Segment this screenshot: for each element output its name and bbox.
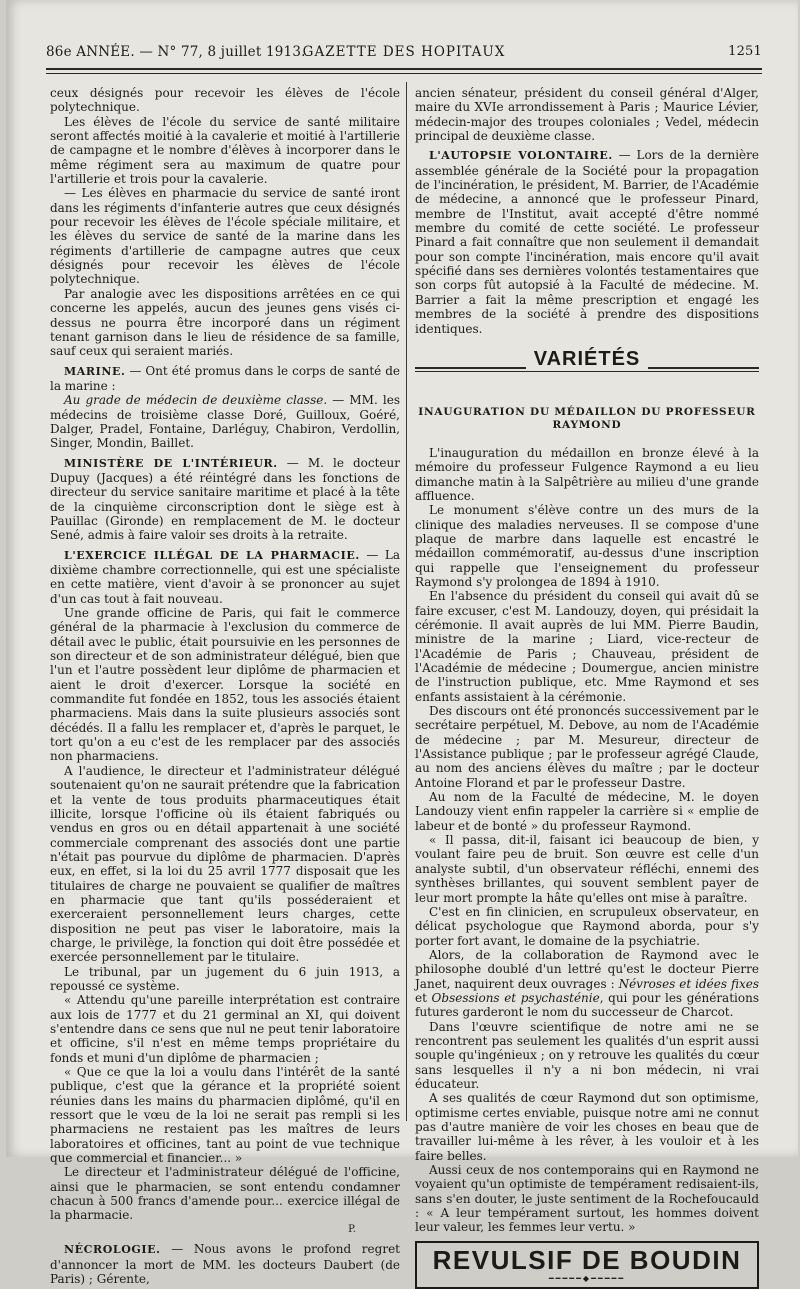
paragraph: « Il passa, dit-il, faisant ici beaucoup de bien, y voulant faire peu de bruit. Son œuvre est celle d'un analyste subtil, d'un observateur réfléchi, ennemi des synthèses brillantes, qui souvent semblent payer de leur mort prompte la hâte qu'elles ont mise à paraître. <box>415 833 759 905</box>
issue-line: 86e ANNÉE. — N° 77, 8 juillet 1913. <box>46 44 306 60</box>
page-header <box>46 44 762 64</box>
interieur-notice: MINISTÈRE DE L'INTÉRIEUR. — M. le docteur Dupuy (Jacques) a été réintégré dans les fonctions de directeur du service sanitaire maritime et placé à la tête de la cinquième circonscription dont le siège est à Pauillac (Gironde) en remplacement de M. le docteur Sené, admis à faire valoir ses droits à la retraite. <box>50 455 400 543</box>
paragraph: Des discours ont été prononcés successivement par le secrétaire perpétuel, M. Debove, au nom de l'Académie de médecine ; par M. Mesureur, directeur de l'Assistance publique ; par le professeur agrégé Claude, au nom des anciens élèves du maître ; par le docteur Antoine Florand et par le professeur Dastre. <box>415 704 759 790</box>
header-rule-thin <box>46 73 762 74</box>
book-title: Obsessions et psychasténie <box>431 990 600 1005</box>
right-column <box>415 86 759 1289</box>
book-title: Névroses et idées fixes <box>618 976 759 991</box>
paragraph: A ses qualités de cœur Raymond dut son optimisme, optimisme certes enviable, puisque notre ami ne connut pas d'autre manière de voir les choses en beau que de travailler lui-même à les rêver, à les vouloir et à les faire belles. <box>415 1091 759 1163</box>
journal-title: GAZETTE DES HOPITAUX <box>302 44 506 60</box>
section-title: VARIÉTÉS <box>526 348 649 370</box>
article-title: INAUGURATION DU MÉDAILLON DU PROFESSEUR RAYMOND <box>418 405 756 431</box>
section-banner <box>415 347 759 386</box>
paragraph: C'est en fin clinicien, en scrupuleux observateur, en délicat psychologue que Raymond aborda, pour s'y porter fort avant, le domaine de la psychiatrie. <box>415 904 759 948</box>
section-heading: MARINE. <box>64 364 126 378</box>
paragraph: L'inauguration du médaillon en bronze élevé à la mémoire du professeur Fulgence Raymond a eu lieu dimanche matin à la Salpêtrière au milieu d'une grande affluence. <box>415 445 759 503</box>
marine-promotions: Au grade de médecin de deuxième classe. — MM. les médecins de troisième classe Doré, Guilloux, Goéré, Dalger, Pradel, Fontaine, Darléguy, Chabiron, Verdollin, Singer, Mondin, Baillet. <box>50 393 400 451</box>
paragraph: « Que ce que la loi a voulu dans l'intérêt de la santé publique, c'est que la gérance et la propriété soient réunies dans les mains du pharmacien diplômé, qu'il en ressort que le vœu de la loi ne serait pas rempli si les pharmaciens ne restaient pas les maîtres de leurs laboratoires et officines, tant au point de vue technique que commercial et financier... » <box>50 1065 400 1166</box>
paragraph: ancien sénateur, président du conseil général d'Alger, maire du XVIe arrondissement à Paris ; Maurice Lévier, médecin-major des troupes coloniales ; Vedel, médecin principal de deuxième classe. <box>415 86 759 144</box>
section-heading: NÉCROLOGIE. <box>64 1243 161 1257</box>
marine-notice: MARINE. — Ont été promus dans le corps de santé de la marine : <box>50 363 400 393</box>
paragraph: Au nom de la Faculté de médecine, M. le doyen Landouzy vient enfin rappeler la carrière si « emplie de labeur et de bonté » du professeur Raymond. <box>415 790 759 833</box>
paragraph: Par analogie avec les dispositions arrêtées en ce qui concerne les appelés, aucun des jeunes gens visés ci-dessus ne pourra être incorporé dans un régiment tenant garnison dans le lieu de résidence de sa famille, sauf ceux qui seraient mariés. <box>50 286 400 359</box>
ornament-icon: ━━━━━◆━━━━━ <box>548 1273 626 1283</box>
paragraph: Dans l'œuvre scientifique de notre ami ne se rencontrent pas seulement les qualités d'un esprit aussi souple qu'ingénieux ; on y retrouve les qualités du cœur sans lesquelles il n'y a ni bon médecin, ni vrai éducateur. <box>415 1019 759 1091</box>
paragraph: ceux désignés pour recevoir les élèves de l'école polytechnique. <box>50 86 400 115</box>
paragraph: Une grande officine de Paris, qui fait le commerce général de la pharmacie à l'exclusion du commerce de détail avec le public, était poursuivie en les personnes de son directeur et de son administrateur délégué, bien que l'un et l'autre possèdent leur diplôme de pharmacien et aient le droit d'exercer. Lorsque la société en commandite fut fondée en 1852, tous les associés étaient pharmaciens. Mais dans la suite plusieurs associés sont décédés. Il a fallu les remplacer et, d'après le parquet, le tort qu'on a eu c'est de les remplacer par des associés non pharmaciens. <box>50 606 400 764</box>
paragraph: — Les élèves en pharmacie du service de santé iront dans les régiments d'infanterie autres que ceux désignés pour recevoir les élèves de l'école spéciale militaire, et les élèves du service de santé de la marine dans les régiments d'artillerie de campagne autres que ceux désignés pour recevoir les élèves de l'école polytechnique. <box>50 186 400 287</box>
paragraph: Les élèves de l'école du service de santé militaire seront affectés moitié à la cavalerie et moitié à l'artillerie de campagne et le nombre d'élèves à incorporer dans le même régiment sera au maximum de quatre pour l'artillerie et trois pour la cavalerie. <box>50 114 400 187</box>
column-separator <box>406 82 407 1121</box>
section-heading: L'EXERCICE ILLÉGAL DE LA PHARMACIE. <box>64 548 360 562</box>
necrologie-notice: NÉCROLOGIE. — Nous avons le profond regret d'annoncer la mort de MM. les docteurs Daubert (de Paris) ; Gérente, <box>50 1242 400 1286</box>
paragraph: Alors, de la collaboration de Raymond avec le philosophe doublé d'un lettré qu'est le docteur Pierre Janet, naquirent deux ouvrages : Névroses et idées fixes et Obsessions et psychasténie, qui pour les générations futures garderont le nom du successeur de Charcot. <box>415 947 759 1020</box>
paragraph: Le tribunal, par un jugement du 6 juin 1913, a repoussé ce système. <box>50 964 400 993</box>
grade-label: Au grade de médecin de deuxième classe. <box>64 393 328 408</box>
autopsie-notice: L'AUTOPSIE VOLONTAIRE. — Lors de la dernière assemblée générale de la Société pour la propagation de l'incinération, le président, M. Barrier, de l'Académie de médecine, a annoncé que le professeur Pinard, membre de l'Institut, avait accepté d'être nommé membre du comité de cette société. Le professeur Pinard a fait connaître que non seulement il demandait pour son compte l'incinération, mais encore qu'il avait spécifié dans ses dernières volontés testamentaires que son corps fût autopsié à la Faculté de médecine. M. Barrier a fait la même prescription et engagé les membres de la société à prendre des dispositions identiques. <box>415 148 759 336</box>
paragraph: Aussi ceux de nos contemporains qui en Raymond ne voyaient qu'un optimiste de tempérament redisaient-ils, sans s'en douter, le juste sentiment de la Rochefoucauld : « A leur tempérament surtout, les hommes doivent leur valeur, les femmes leur vertu. » <box>415 1163 759 1235</box>
ad-brand: REVULSIF DE BOUDIN <box>432 1244 742 1275</box>
section-heading: MINISTÈRE DE L'INTÉRIEUR. <box>64 456 278 470</box>
signature: P. <box>348 1223 356 1235</box>
paragraph: « Attendu qu'une pareille interprétation est contraire aux lois de 1777 et du 21 germinal an XI, qui doivent s'entendre dans ce sens que nul ne peut tenir laboratoire et officine, s'il n'est en même temps propriétaire du fonds et muni d'un diplôme de pharmacien ; <box>50 993 400 1065</box>
paragraph: Le directeur et l'administrateur délégué de l'officine, ainsi que le pharmacien, se sont entendu condamner chacun à 500 francs d'amende pour... exercice illégal de la pharmacie. <box>50 1165 400 1223</box>
newspaper-page <box>6 0 798 1286</box>
page-number: 1251 <box>728 44 762 59</box>
paragraph: En l'absence du président du conseil qui avait dû se faire excuser, c'est M. Landouzy, doyen, qui présidait la cérémonie. Il avait auprès de lui MM. Pierre Baudin, ministre de la marine ; Liard, vice-recteur de l'Académie de Paris ; Chauveau, président de l'Académie de médecine ; Doumergue, ancien ministre de l'instruction publique, etc. Mme Raymond et ses enfants assistaient à la cérémonie. <box>415 589 759 704</box>
paragraph: A l'audience, le directeur et l'administrateur délégué soutenaient qu'on ne saurait prétendre que la fabrication et la vente de tous produits pharmaceutiques était illicite, lorsque l'officine où ils étaient fabriqués ou vendus en gros ou en détail appartenait à une société commerciale comprenant des associés dont une partie n'était pas pourvue du diplôme de pharmacien. D'après eux, en effet, si la loi du 25 avril 1777 disposait que les titulaires de charge ne pouvaient se qualifier de maîtres en pharmacie que tant qu'ils posséderaient et exerceraient personnellement leurs charges, cette disposition ne peut pas viser le laboratoire, mais la charge, le privilège, la fonction qui doit être possédée et exercée personnellement par le titulaire. <box>50 763 400 965</box>
paragraph: Le monument s'élève contre un des murs de la clinique des maladies nerveuses. Il se compose d'une plaque de marbre dans laquelle est encastré le médaillon commémoratif, au-dessus d'une inscription qui rappelle que l'enseignement du professeur Raymond s'y prolongea de 1894 à 1910. <box>415 503 759 589</box>
exercice-notice: L'EXERCICE ILLÉGAL DE LA PHARMACIE. — La dixième chambre correctionnelle, qui est une spécialiste en cette matière, vient d'avoir à se prononcer au sujet d'un cas tout à fait nouveau. <box>50 547 400 606</box>
header-rule <box>46 68 762 70</box>
advertisement <box>415 1241 759 1289</box>
left-column <box>50 86 400 1286</box>
section-heading: L'AUTOPSIE VOLONTAIRE. <box>429 149 613 163</box>
